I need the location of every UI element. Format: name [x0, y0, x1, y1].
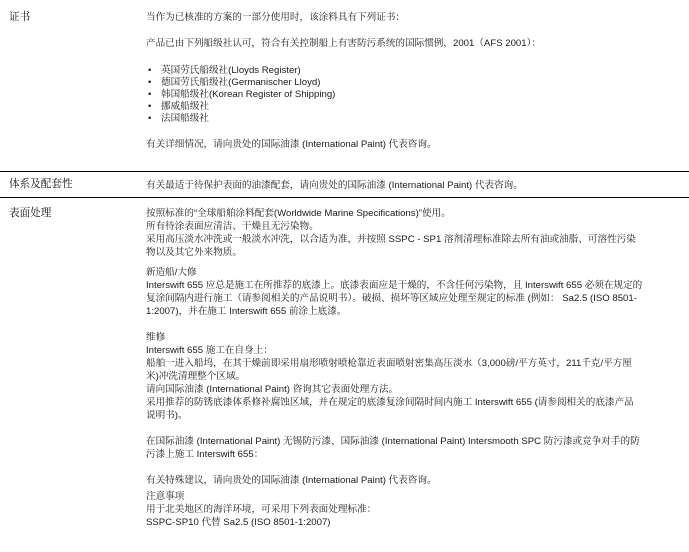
notes-title: 注意事项	[146, 491, 185, 502]
surface-label: 表面处理	[9, 207, 52, 219]
class-society-list	[146, 65, 682, 125]
certificates-approval: 产品已由下列船级社认可，符合有关控制船上有害防污系统的国际惯例，2001（AFS 2001）：	[146, 38, 541, 49]
surface-intro-line: 按照标准的“全球船舶涂料配套(Worldwide Marine Specifications)”使用。	[146, 208, 451, 219]
section-divider	[0, 171, 689, 172]
maintenance-line: 采用推荐的防锈底漆体系修补腐蚀区域，并在规定的底漆复涂间隔时间内施工 Interswift 655 (请参阅相关的底漆产品	[146, 397, 634, 408]
certificates-content	[146, 11, 682, 151]
surface-intro-line: 采用高压淡水冲洗或一般淡水冲洗，以合适为准，并按照 SSPC - SP1 溶剂清理标准除去所有油或油脂、可溶性污染	[146, 234, 636, 245]
maintenance-line: 请向国际油漆 (International Paint) 咨询其它表面处理方法。	[146, 384, 399, 395]
notes-line: SSPC-SP10 代替 Sa2.5 (ISO 8501-1:2007)	[146, 517, 331, 528]
maintenance-line: 船舶一进入船坞，在其干燥前即采用扇形喷射喷枪靠近表面喷射密集高压淡水（3,000磅/平方英寸，211千克/平方厘	[146, 358, 632, 369]
newbuild-line: Interswift 655 应总是施工在所推荐的底漆上。底漆表面应是干燥的，不含任何污染物，且 Interswift 655 必须在规定的	[146, 280, 643, 291]
certificates-contact: 有关详细情况，请向贵处的国际油漆 (International Paint) 代表咨询。	[146, 139, 437, 150]
maintenance-title: 维修	[146, 332, 166, 343]
special-advice: 有关特殊建议，请向贵处的国际油漆 (International Paint) 代表咨询。	[146, 475, 437, 486]
surface-intro-line: 所有待涂表面应清洁、干燥且无污染物。	[146, 221, 319, 232]
system-content	[146, 179, 682, 192]
surface-intro-line: 物以及其它外来物质。	[146, 247, 242, 258]
competitor-line: 在国际油漆 (International Paint) 无锡防污漆、国际油漆 (International Paint) Intersmooth SPC 防污漆或竞争对手的防	[146, 436, 640, 447]
maintenance-line: 说明书)。	[146, 410, 188, 421]
list-item: • 挪威船级社	[146, 101, 682, 113]
newbuild-title: 新造船/大修	[146, 267, 197, 278]
system-label: 体系及配套性	[9, 178, 73, 190]
system-text: 有关最适于待保护表面的油漆配套，请向贵处的国际油漆 (International Paint) 代表咨询。	[146, 180, 523, 191]
section-divider	[0, 197, 689, 198]
competitor-line: 污漆上施工 Interswift 655：	[146, 449, 264, 460]
list-item: • 德国劳氏船级社(Germanischer Lloyd)	[146, 77, 682, 89]
list-item: • 韩国船级社(Korean Register of Shipping)	[146, 89, 682, 101]
certificates-label: 证书	[9, 11, 31, 23]
maintenance-line: 米)冲洗清理整个区域。	[146, 371, 246, 382]
list-item: • 英国劳氏船级社(Lloyds Register)	[146, 65, 682, 77]
certificates-intro: 当作为已核准的方案的一部分使用时，该涂料具有下列证书：	[146, 12, 406, 23]
surface-content	[146, 207, 682, 529]
maintenance-line: Interswift 655 施工在自身上：	[146, 345, 273, 356]
newbuild-line: 复涂间隔内进行施工（请参阅相关的产品说明书）。破损、损坏等区域应处理至规定的标准 (例如： Sa2.5 (ISO 8501-	[146, 293, 637, 304]
notes-line: 用于北美地区的海洋环境，可采用下列表面处理标准：	[146, 504, 377, 515]
newbuild-line: 1:2007)，并在施工 Interswift 655 前涂上底漆。	[146, 306, 347, 317]
list-item: • 法国船级社	[146, 113, 682, 125]
